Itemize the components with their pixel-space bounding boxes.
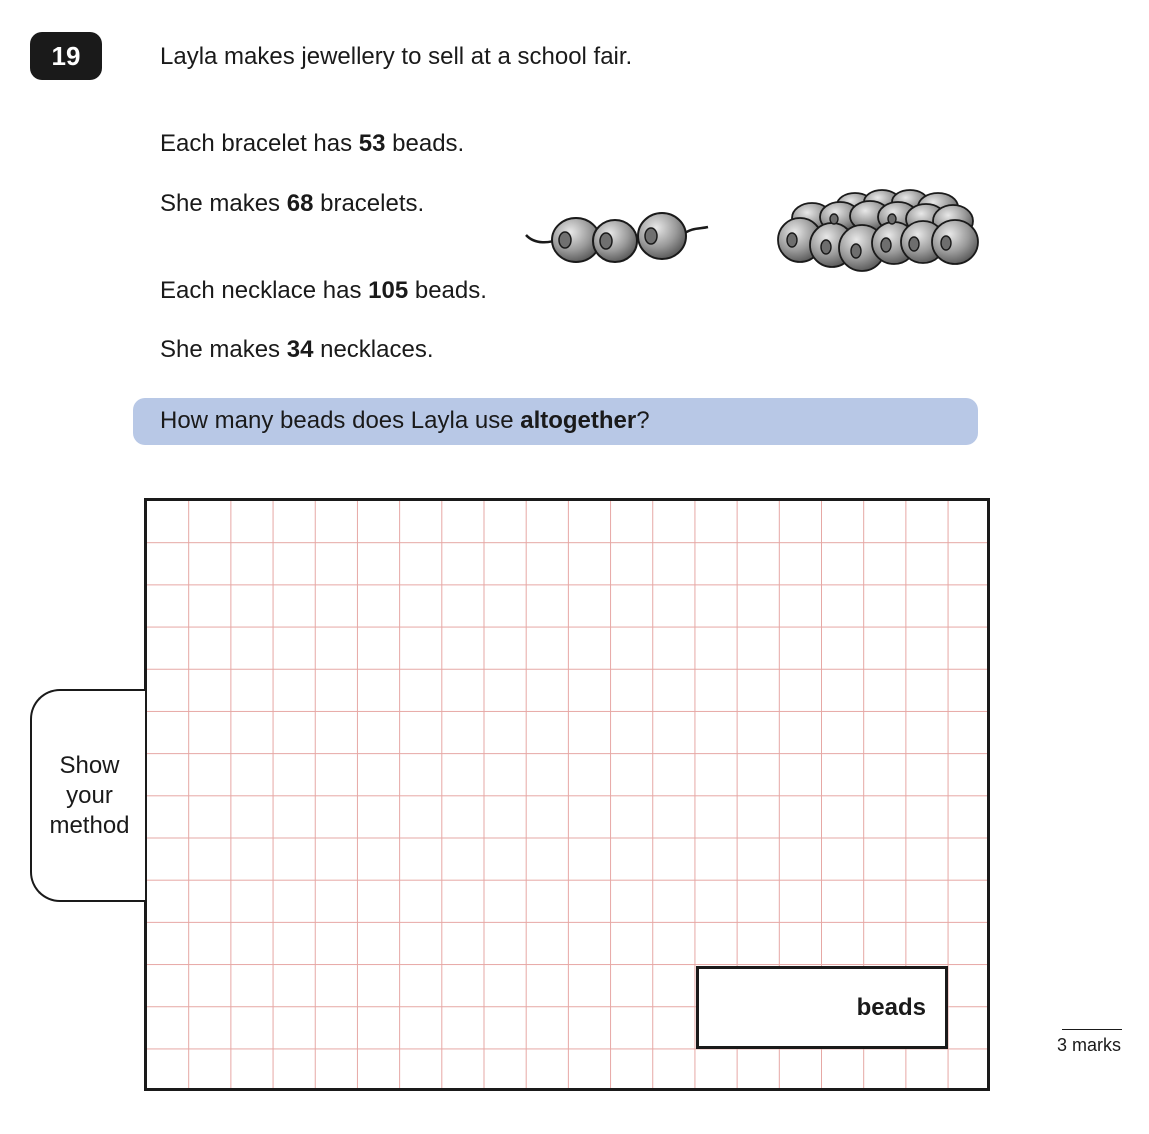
fact-necklace-beads xyxy=(160,277,487,305)
fact-text: She makes xyxy=(160,336,287,363)
fact-text: necklaces. xyxy=(313,336,434,363)
prompt-keyword: altogether xyxy=(520,407,637,434)
bead xyxy=(593,220,637,262)
fact-text: Each necklace has xyxy=(160,277,369,304)
fact-text: She makes xyxy=(160,190,287,217)
show-method-line: your xyxy=(66,782,113,809)
prompt-text-end: ? xyxy=(636,407,650,434)
fact-value: 34 xyxy=(286,336,314,363)
show-method-tab xyxy=(30,689,145,902)
answer-box[interactable] xyxy=(696,966,948,1049)
bead xyxy=(638,213,686,259)
bead-pile-illustration xyxy=(770,185,985,280)
fact-value: 68 xyxy=(286,190,314,217)
marks-rule xyxy=(1062,1029,1122,1030)
question-prompt xyxy=(133,398,978,445)
prompt-text xyxy=(160,407,650,435)
fact-text: beads. xyxy=(408,277,487,304)
fact-value: 105 xyxy=(368,277,409,304)
fact-necklace-count xyxy=(160,336,434,364)
fact-value: 53 xyxy=(358,130,386,157)
fact-bracelet-beads xyxy=(160,130,464,158)
bead-string-illustration xyxy=(520,205,720,275)
show-method-label xyxy=(32,751,145,841)
question-intro: Layla makes jewellery to sell at a school fair. xyxy=(160,43,633,70)
answer-unit: beads xyxy=(856,994,926,1021)
show-method-line: method xyxy=(49,812,130,839)
question-number: 19 xyxy=(30,32,102,80)
marks-label: 3 marks xyxy=(1057,1035,1122,1055)
prompt-text-start: How many beads does Layla use xyxy=(160,407,521,434)
fact-text: beads. xyxy=(385,130,465,157)
fact-text: bracelets. xyxy=(313,190,425,217)
fact-bracelet-count xyxy=(160,190,424,218)
show-method-line: Show xyxy=(59,752,120,779)
fact-text: Each bracelet has xyxy=(160,130,359,157)
